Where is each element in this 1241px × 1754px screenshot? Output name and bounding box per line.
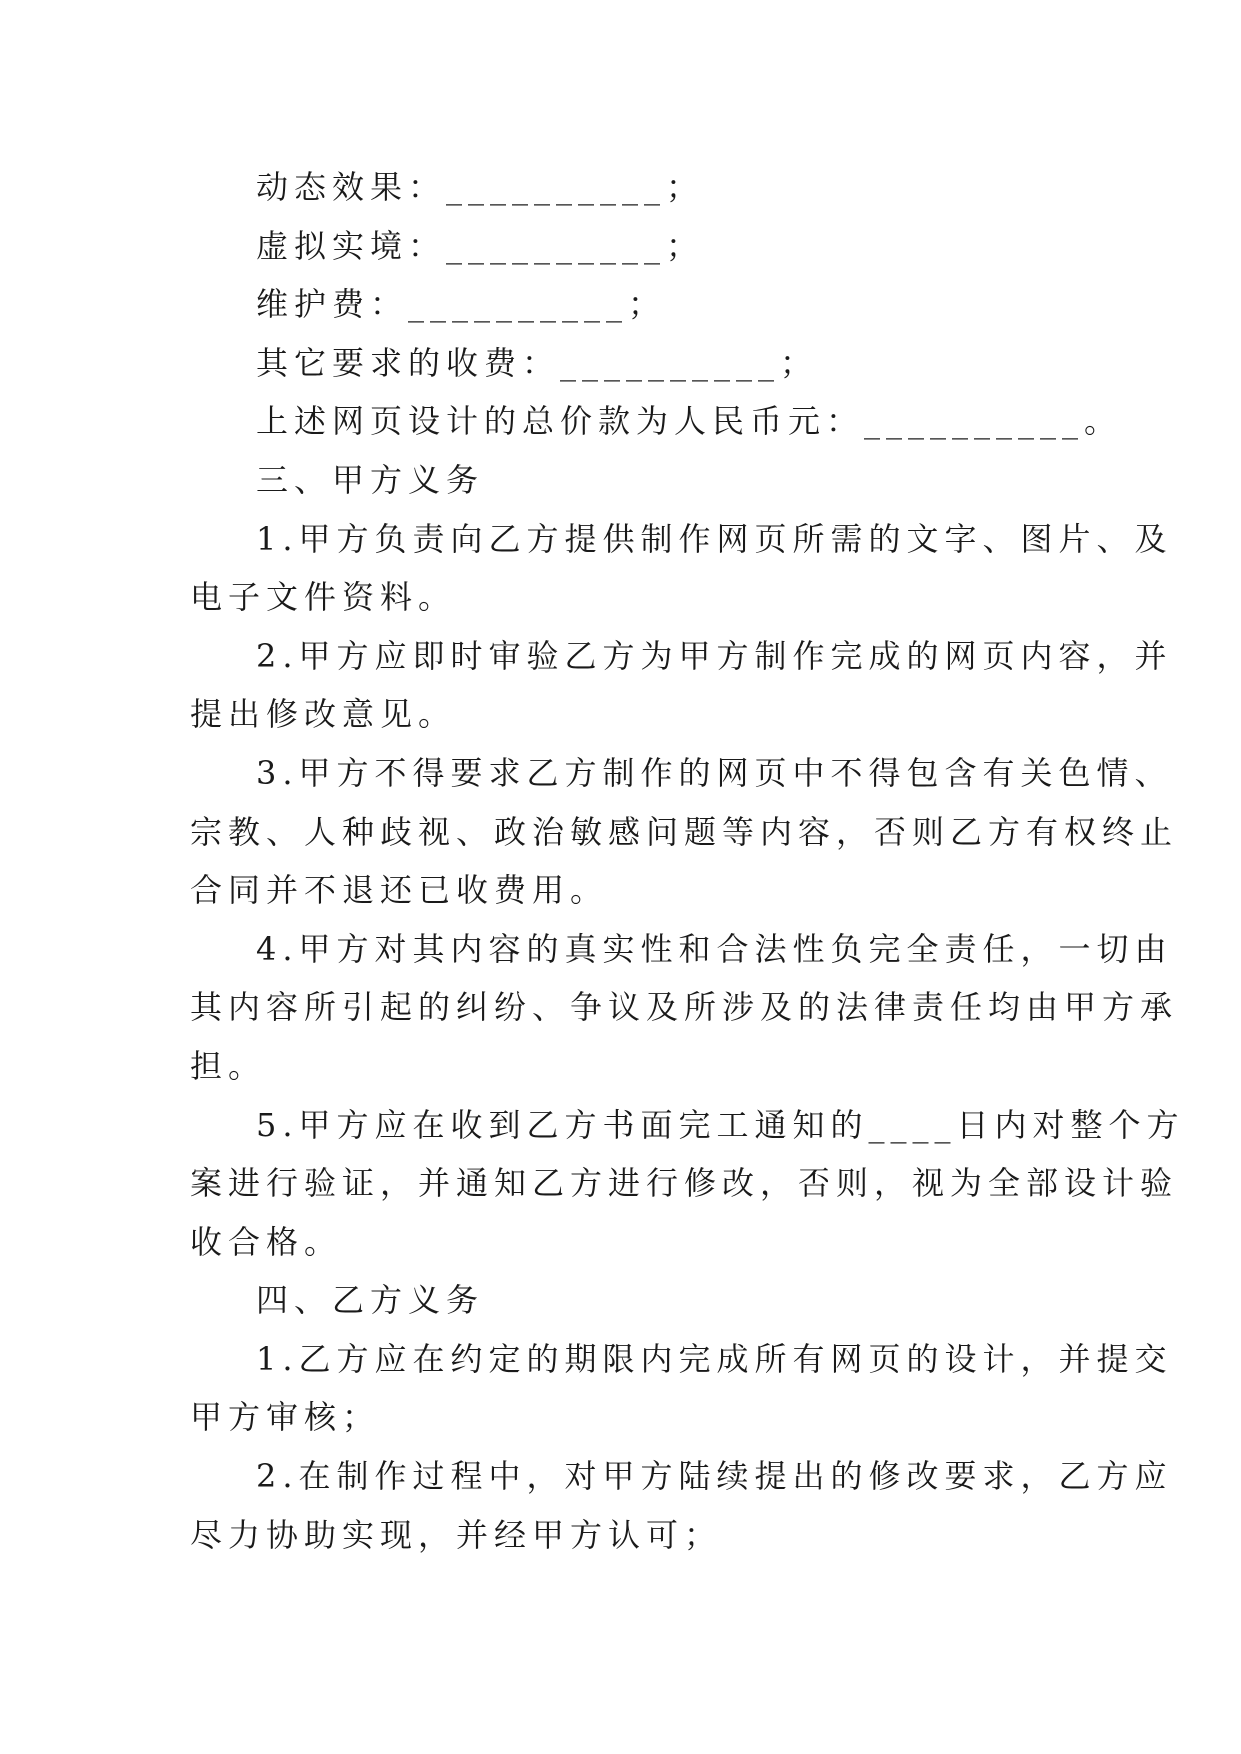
clause-line: 1.甲方负责向乙方提供制作网页所需的文字、图片、及 [256, 519, 1173, 558]
clause-line: 收合格。 [190, 1222, 343, 1261]
party-b-clause-2 [190, 1447, 1173, 1564]
fee-other-requirements: 其它要求的收费：__________； [256, 343, 819, 382]
section-heading-party-a: 三、甲方义务 [256, 460, 485, 499]
section-heading-party-b: 四、乙方义务 [256, 1281, 485, 1320]
party-a-clause-4 [190, 920, 1179, 1096]
clause-line: 5.甲方应在收到乙方书面完工通知的____日内对整个方 [256, 1105, 1185, 1144]
clause-line: 其内容所引起的纠纷、争议及所涉及的法律责任均由甲方承 [190, 988, 1179, 1027]
clause-line: 案进行验证，并通知乙方进行修改，否则，视为全部设计验 [190, 1164, 1179, 1203]
party-a-clause-3 [190, 744, 1179, 920]
clause-line: 提出修改意见。 [190, 695, 457, 734]
clause-line: 担。 [190, 1046, 267, 1085]
clause-line: 尽力协助实现，并经甲方认可； [190, 1515, 723, 1554]
clause-line: 2.在制作过程中，对甲方陆续提出的修改要求，乙方应 [256, 1457, 1173, 1496]
clause-line: 3.甲方不得要求乙方制作的网页中不得包含有关色情、 [256, 753, 1173, 792]
clause-line: 电子文件资料。 [190, 578, 457, 617]
clause-line: 宗教、人种歧视、政治敏感问题等内容，否则乙方有权终止 [190, 812, 1179, 851]
clause-line: 4.甲方对其内容的真实性和合法性负完全责任，一切由 [256, 929, 1173, 968]
document-body [190, 158, 1185, 1564]
clause-line: 2.甲方应即时审验乙方为甲方制作完成的网页内容，并 [256, 636, 1173, 675]
party-a-clause-5 [190, 1096, 1185, 1272]
clause-line: 甲方审核； [190, 1398, 381, 1437]
party-a-clause-1 [190, 510, 1173, 627]
fee-virtual-reality: 虚拟实境：__________； [256, 226, 705, 265]
clause-line: 1.乙方应在约定的期限内完成所有网页的设计，并提交 [256, 1339, 1173, 1378]
party-a-clause-2 [190, 627, 1173, 744]
clause-line: 合同并不退还已收费用。 [190, 871, 609, 910]
total-price: 上述网页设计的总价款为人民币元：__________。 [256, 402, 1123, 441]
party-b-clause-1 [190, 1330, 1173, 1447]
fee-dynamic-effects: 动态效果：__________； [256, 168, 705, 206]
fee-maintenance: 维护费：__________； [256, 285, 667, 324]
